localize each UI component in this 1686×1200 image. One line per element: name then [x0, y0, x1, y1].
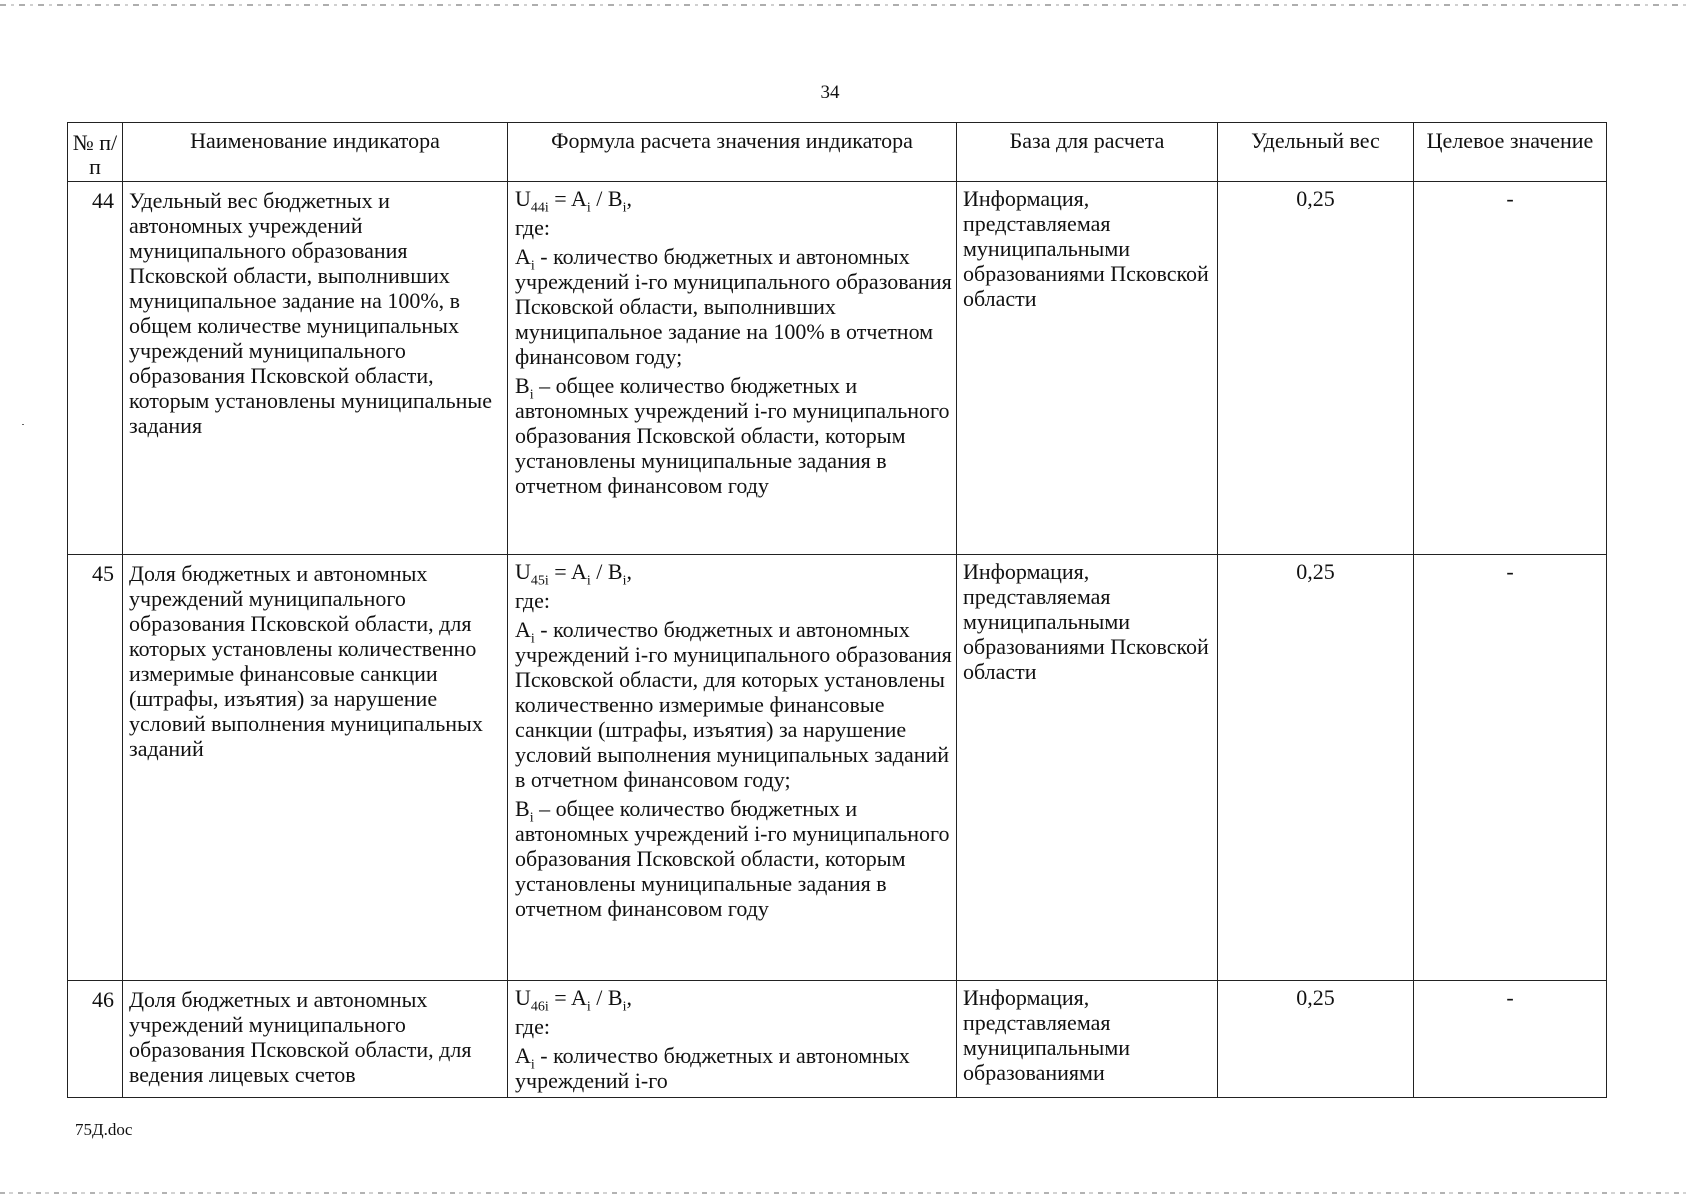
scan-edge-bottom — [0, 1192, 1686, 1194]
calc-base: Информация, представляемая муниципальными образованиями Псковской области — [963, 559, 1209, 684]
cell-target — [1414, 182, 1607, 555]
cell-weight — [1218, 555, 1414, 981]
indicator-name: Доля бюджетных и автономных учреждений муниципального образования Псковской области, для которых установлены количественно измеримые финансовые санкции (штрафы, изъятия) за нарушение условий выполнения муниципальных заданий — [129, 561, 483, 761]
formula-a-definition: $A_i$ - количество бюджетных и автономных учреждений i-го муниципального образования Псковской области, для которых установлены количественно измеримые финансовые санкции (штрафы, изъятия) за нарушение условий выполнения муниципальных заданий в отчетном финансовом году; — [515, 617, 952, 792]
header-weight-label: Удельный вес — [1251, 128, 1380, 153]
header-formula-label: Формула расчета значения индикатора — [551, 128, 913, 153]
cell-name — [123, 182, 508, 555]
cell-formula — [508, 555, 957, 981]
cell-weight — [1218, 981, 1414, 1098]
row-number: 46 — [92, 987, 114, 1012]
formula-line: $U_{44i} = A_i / B_i$, — [515, 186, 632, 216]
formula-rhs: = A — [548, 559, 587, 584]
formula-where: где: — [515, 215, 550, 240]
b-definition-text: – общее количество бюджетных и автономных учреждений i-го муниципального образования Псковской области, которым установлены муниципальные задания в отчетном финансовом году — [515, 796, 950, 921]
page-number: 34 — [820, 82, 840, 103]
target-value: - — [1506, 985, 1514, 1010]
calc-base: Информация, представляемая муниципальными образованиями Псковской области — [963, 186, 1209, 311]
indicator-table — [67, 122, 1607, 1098]
table-row — [68, 182, 1607, 555]
header-target-label: Целевое значение — [1426, 128, 1594, 153]
target-value: - — [1506, 186, 1514, 211]
cell-num — [68, 981, 123, 1098]
formula-end: , — [626, 985, 632, 1010]
indicator-name: Удельный вес бюджетных и автономных учреждений муниципального образования Псковской области, выполнивших муниципальное задание на 100%, в общем количестве муниципальных учреждений муниципального образования Псковской области, которым установлены муниципальные задания — [129, 188, 492, 438]
cell-base — [957, 182, 1218, 555]
formula-subscript: 46i — [530, 999, 549, 1015]
formula-b-definition: $B_i$ – общее количество бюджетных и автономных учреждений i-го муниципального образования Псковской области, которым установлены муниципальные задания в отчетном финансовом году — [515, 796, 950, 921]
cell-formula — [508, 981, 957, 1098]
a-definition-text: - количество бюджетных и автономных учреждений i-го муниципального образования Псковской области, для которых установлены количественно измеримые финансовые санкции (штрафы, изъятия) за нарушение условий выполнения муниципальных заданий в отчетном финансовом году; — [515, 617, 952, 792]
formula-where: где: — [515, 1014, 550, 1039]
formula-end: , — [626, 559, 632, 584]
weight-value: 0,25 — [1296, 559, 1335, 584]
table-header-row — [68, 123, 1607, 182]
cell-name — [123, 981, 508, 1098]
formula-rhs: = A — [548, 186, 587, 211]
cell-name — [123, 555, 508, 981]
formula-where: где: — [515, 588, 550, 613]
cell-target — [1414, 555, 1607, 981]
formula-line: $U_{46i} = A_i / B_i$, — [515, 985, 632, 1015]
header-formula — [508, 123, 957, 182]
cell-base — [957, 981, 1218, 1098]
cell-weight — [1218, 182, 1414, 555]
a-definition-text: - количество бюджетных и автономных учреждений i-го — [515, 1043, 910, 1093]
formula-rhs2: / B — [590, 186, 623, 211]
cell-num — [68, 555, 123, 981]
indicator-name: Доля бюджетных и автономных учреждений муниципального образования Псковской области, для ведения лицевых счетов — [129, 987, 472, 1087]
row-number: 45 — [92, 561, 114, 586]
formula-rhs2: / B — [590, 559, 623, 584]
cell-num — [68, 182, 123, 555]
cell-formula — [508, 182, 957, 555]
table-row — [68, 555, 1607, 981]
header-target — [1414, 123, 1607, 182]
formula-a-definition: $A_i$ - количество бюджетных и автономных учреждений i-го муниципального образования Псковской области, выполнивших муниципальное задание на 100% в отчетном финансовом году; — [515, 244, 952, 369]
header-base — [957, 123, 1218, 182]
header-base-label: База для расчета — [1009, 128, 1165, 153]
target-value: - — [1506, 559, 1514, 584]
header-name-label: Наименование индикатора — [190, 128, 440, 153]
weight-value: 0,25 — [1296, 985, 1335, 1010]
formula-subscript: 44i — [530, 200, 549, 216]
scan-edge-top — [0, 4, 1686, 6]
header-num — [68, 123, 123, 182]
cell-base — [957, 555, 1218, 981]
formula-subscript: 45i — [530, 573, 549, 589]
row-number: 44 — [92, 188, 114, 213]
formula-line: $U_{45i} = A_i / B_i$, — [515, 559, 632, 589]
calc-base: Информация, представляемая муниципальными образованиями — [963, 985, 1131, 1085]
a-definition-text: - количество бюджетных и автономных учреждений i-го муниципального образования Псковской области, выполнивших муниципальное задание на 100% в отчетном финансовом году; — [515, 244, 952, 369]
formula-rhs: = A — [548, 985, 587, 1010]
cell-target — [1414, 981, 1607, 1098]
formula-end: , — [626, 186, 632, 211]
weight-value: 0,25 — [1296, 186, 1335, 211]
formula-b-definition: $B_i$ – общее количество бюджетных и автономных учреждений i-го муниципального образования Псковской области, которым установлены муниципальные задания в отчетном финансовом году — [515, 373, 950, 498]
header-weight — [1218, 123, 1414, 182]
footer-filename: 75Д.doc — [75, 1120, 133, 1139]
formula-rhs2: / B — [590, 985, 623, 1010]
scan-speck — [22, 424, 24, 425]
formula-a-definition: $A_i$ - количество бюджетных и автономных учреждений i-го — [515, 1043, 910, 1093]
b-definition-text: – общее количество бюджетных и автономных учреждений i-го муниципального образования Псковской области, которым установлены муниципальные задания в отчетном финансовом году — [515, 373, 950, 498]
table-row — [68, 981, 1607, 1098]
header-num-label: № п/п — [72, 130, 118, 179]
header-name — [123, 123, 508, 182]
